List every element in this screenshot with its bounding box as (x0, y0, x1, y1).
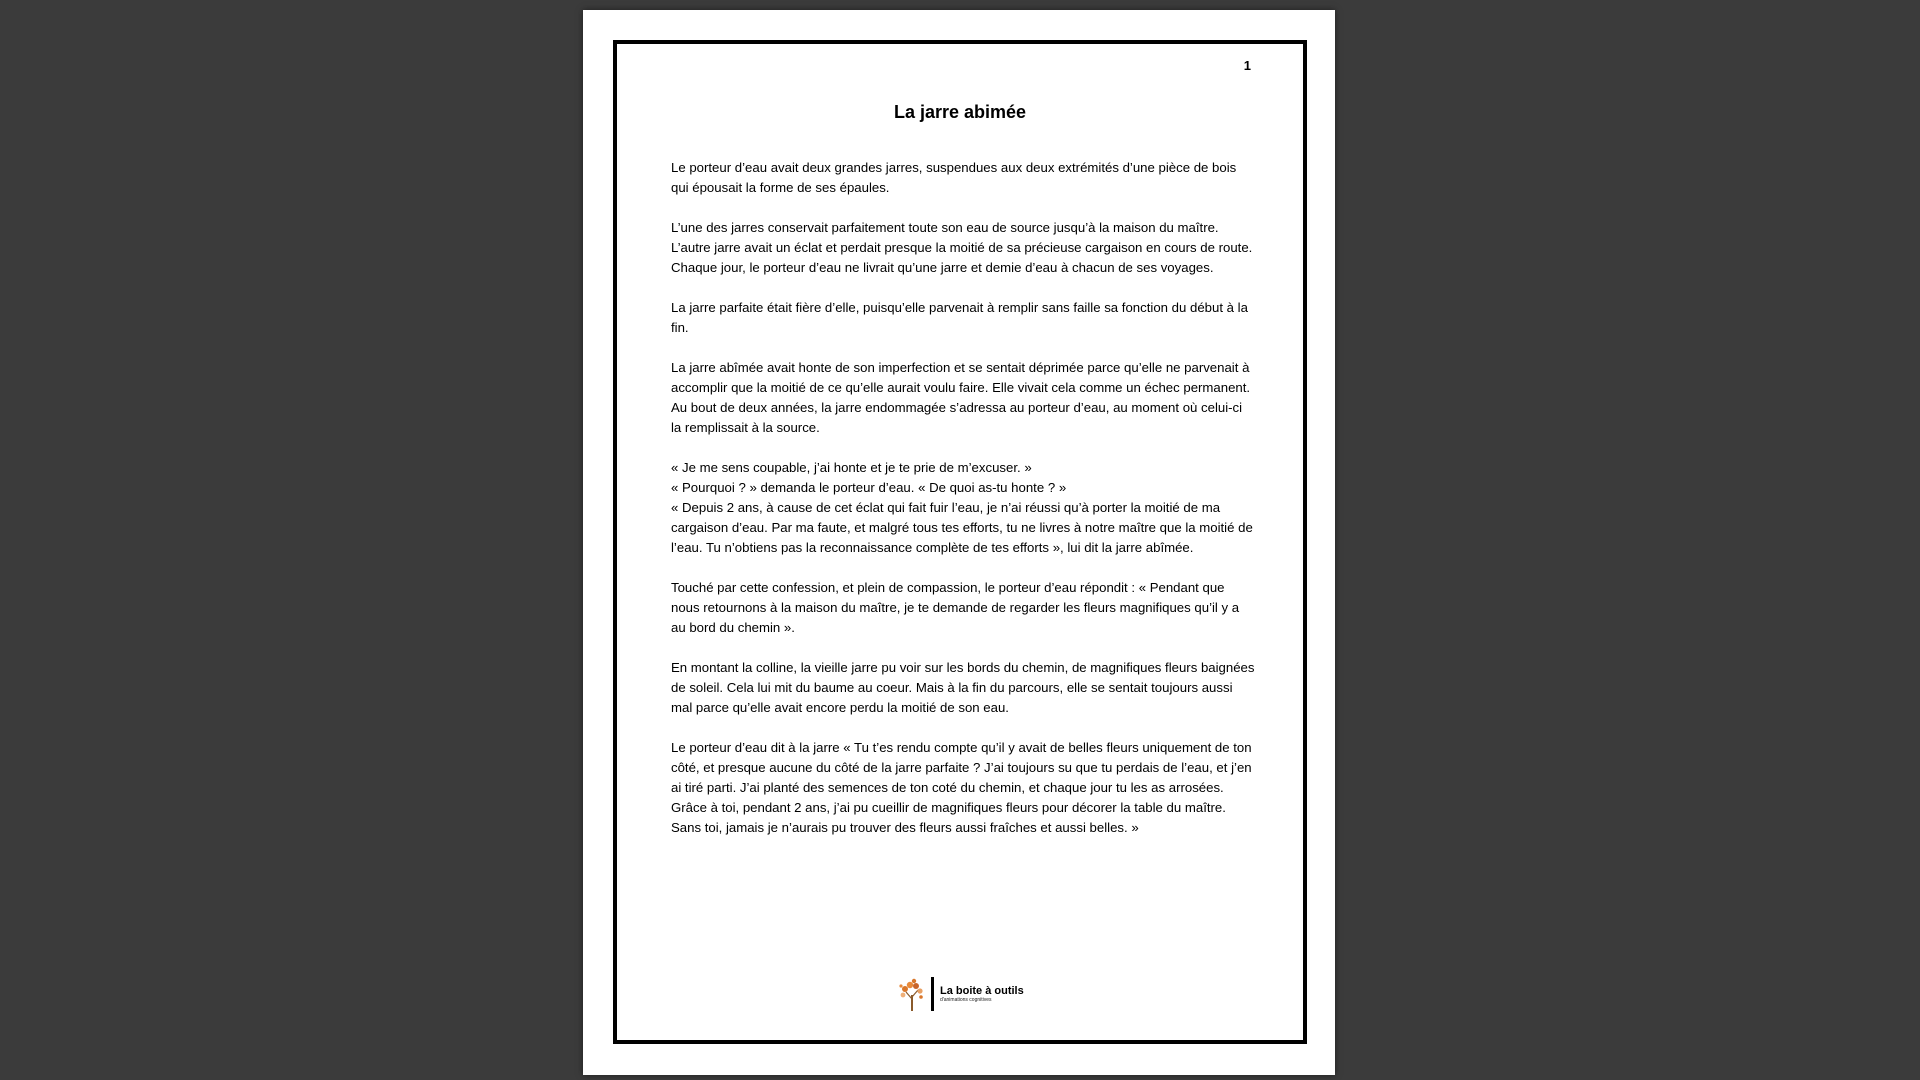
paragraph-8 (671, 738, 1255, 838)
paragraph-2 (671, 218, 1255, 278)
logo-name: La boite à outils (940, 984, 1024, 997)
document-body (671, 158, 1255, 858)
page-number: 1 (1243, 58, 1251, 73)
paragraph-line: Le porteur d’eau dit à la jarre « Tu t’es rendu compte qu’il y avait de belles fleurs uniquement de ton côté, et presque aucune du côté de la jarre parfaite ? J’ai toujours su que tu perdais de l’eau, et j’en ai tiré parti. J’ai planté des semences de ton coté du chemin, et chaque jour tu les as arrosées. Grâce à toi, pendant 2 ans, j’ai pu cueillir de magnifiques fleurs pour décorer la table du maître. Sans toi, jamais je n’aurais pu trouver des fleurs aussi fraîches et aussi belles. » (671, 740, 1252, 835)
paragraph-line: Touché par cette confession, et plein de compassion, le porteur d’eau répondit : « Pendant que nous retournons à la maison du maître, je te demande de regarder les fleurs magnifiques qu’il y a au bord du chemin ». (671, 580, 1240, 635)
dialogue-line: « Pourquoi ? » demanda le porteur d’eau. « De quoi as-tu honte ? » (671, 480, 1067, 495)
page-border-frame (613, 40, 1307, 1044)
paragraph-line: La jarre abîmée avait honte de son imperfection et se sentait déprimée parce qu’elle ne parvenait à accomplir que la moitié de ce qu’elle aurait voulu faire. Elle vivait cela comme un échec permanent. Au bout de deux années, la jarre endommagée s’adressa au porteur d’eau, au moment où celui-ci la remplissait à la source. (671, 360, 1251, 435)
paragraph-6 (671, 578, 1255, 638)
paragraph-line: Le porteur d’eau avait deux grandes jarres, suspendues aux deux extrémités d’une pièce de bois qui épousait la forme de ses épaules. (671, 160, 1237, 195)
dialogue-line: « Je me sens coupable, j’ai honte et je te prie de m’excuser. » (671, 460, 1032, 475)
logo-divider (931, 977, 934, 1011)
logo-wordmark (940, 986, 1024, 1003)
document-title: La jarre abimée (893, 102, 1027, 122)
footer-logo (897, 974, 1037, 1014)
paragraph-line: L’une des jarres conservait parfaitement toute son eau de source jusqu’à la maison du maître. L’autre jarre avait un éclat et perdait presque la moitié de sa précieuse cargaison en cours de route. Chaque jour, le porteur d’eau ne livrait qu’une jarre et demie d’eau à chacun de ses voyages. (671, 220, 1253, 275)
paragraph-line: La jarre parfaite était fière d’elle, puisqu’elle parvenait à remplir sans faille sa fonction du début à la fin. (671, 300, 1248, 335)
paragraph-line: En montant la colline, la vieille jarre pu voir sur les bords du chemin, de magnifiques fleurs baignées de soleil. Cela lui mit du baume au coeur. Mais à la fin du parcours, elle se sentait toujours aussi mal parce qu’elle avait encore perdu la moitié de son eau. (671, 660, 1255, 715)
tree-logo-icon (897, 977, 927, 1011)
logo-tagline: d'animations cognitives (940, 996, 992, 1003)
paragraph-5-dialogue (671, 458, 1255, 558)
dialogue-line: « Depuis 2 ans, à cause de cet éclat qui fait fuir l’eau, je n’ai réussi qu’à porter la moitié de ma cargaison d’eau. Par ma faute, et malgré tous tes efforts, tu ne livres à notre maître que la moitié de l’eau. Tu n’obtiens pas la reconnaissance complète de tes efforts », lui dit la jarre abîmée. (671, 500, 1253, 555)
document-page (583, 10, 1335, 1075)
paragraph-3 (671, 298, 1255, 338)
paragraph-7 (671, 658, 1255, 718)
paragraph-4 (671, 358, 1255, 438)
paragraph-1 (671, 158, 1255, 198)
